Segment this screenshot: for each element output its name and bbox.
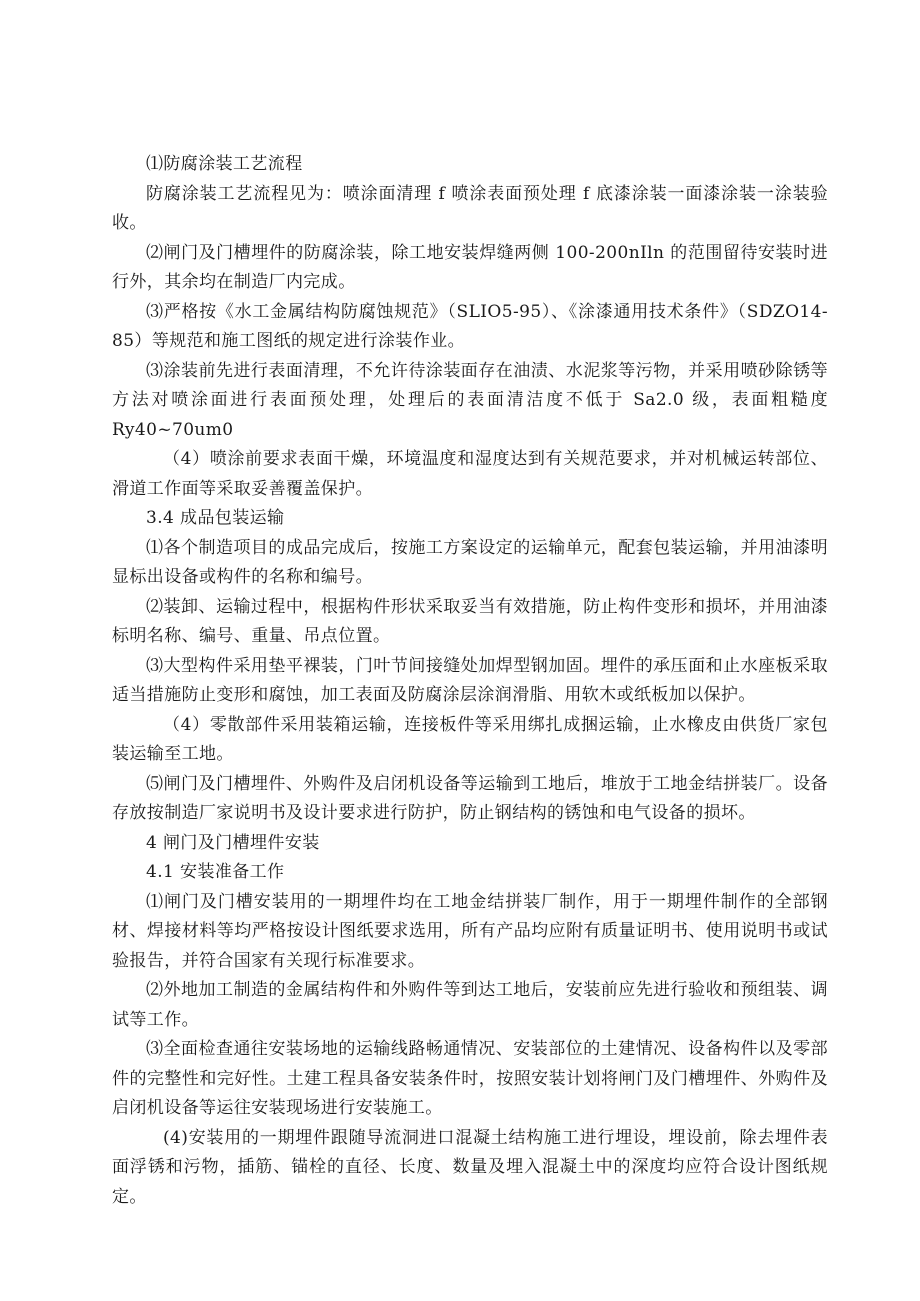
paragraph-surface-dry: （4）喷涂前要求表面干燥，环境温度和湿度达到有关规范要求，并对机械运转部位、滑道工作面等采取妥善覆盖保护。 (112, 449, 828, 499)
paragraph-standards: ⑶严格按《水工金属结构防腐蚀规范》（SLIO5-95）、《涂漆通用技术条件》（SDZO14-85）等规范和施工图纸的规定进行涂装作业。 (112, 301, 828, 351)
paragraph-packaging-units: ⑴各个制造项目的成品完成后，按施工方案设定的运输单元，配套包装运输，并用油漆明显标出设备或构件的名称和编号。 (112, 537, 828, 587)
document-body (112, 150, 828, 1212)
paragraph-first-stage-parts: ⑴闸门及门槽安装用的一期埋件均在工地金结拼装厂制作，用于一期埋件制作的全部钢材、焊接材料等均严格按设计图纸要求选用，所有产品均应附有质量证明书、使用说明书或试验报告，并符合国家有关现行标准要求。 (112, 891, 828, 971)
paragraph-gate-coating: ⑵闸门及门槽埋件的防腐涂装，除工地安装焊缝两侧 100-200nIln 的范围留待安装时进行外，其余均在制造厂内完成。 (112, 242, 828, 292)
section-heading-anticorrosion-process: ⑴防腐涂装工艺流程 (146, 154, 303, 174)
section-heading-installation: 4 闸门及门槽埋件安装 (146, 832, 320, 853)
paragraph-site-inspection: ⑶全面检查通往安装场地的运输线路畅通情况、安装部位的土建情况、设备构件以及零部件的完整性和完好性。土建工程具备安装条件时，按照安装计划将闸门及门槽埋件、外购件及启闭机设备等运往安装现场进行安装施工。 (112, 1039, 828, 1118)
paragraph-loading-transport: ⑵装卸、运输过程中，根据构件形状采取妥当有效措施，防止构件变形和损坏，并用油漆标明名称、编号、重量、吊点位置。 (112, 596, 828, 646)
paragraph-acceptance: ⑵外地加工制造的金属结构件和外购件等到达工地后，安装前应先进行验收和预组装、调试等工作。 (112, 980, 828, 1030)
section-heading-packaging: 3.4 成品包装运输 (146, 508, 285, 528)
paragraph-small-parts: （4）零散部件采用装箱运输，连接板件等采用绑扎成捆运输，止水橡皮由供货厂家包装运输至工地。 (112, 714, 828, 764)
section-heading-preparation: 4.1 安装准备工作 (146, 862, 285, 882)
paragraph-large-components: ⑶大型构件采用垫平裸装，门叶节间接缝处加焊型钢加固。埋件的承压面和止水座板采取适当措施防止变形和腐蚀，加工表面及防腐涂层涂润滑脂、用软木或纸板加以保护。 (112, 655, 828, 705)
paragraph-storage: ⑸闸门及门槽埋件、外购件及启闭机设备等运输到工地后，堆放于工地金结拼装厂。设备存放按制造厂家说明书及设计要求进行防护，防止钢结构的锈蚀和电气设备的损坏。 (112, 773, 828, 823)
paragraph-process-flow: 防腐涂装工艺流程见为：喷涂面清理 f 喷涂表面预处理 f 底漆涂装一面漆涂装一涂装验收。 (112, 183, 828, 233)
paragraph-surface-cleaning: ⑶涂装前先进行表面清理，不允许待涂装面存在油渍、水泥浆等污物，并采用喷砂除锈等方法对喷涂面进行表面预处理，处理后的表面清洁度不低于 Sa2.0 级，表面粗糙度 Ry40~70um0 (112, 360, 828, 440)
paragraph-embedding: (4)安装用的一期埋件跟随导流洞进口混凝土结构施工进行埋设，埋设前，除去埋件表面浮锈和污物，插筋、锚栓的直径、长度、数量及埋入混凝土中的深度均应符合设计图纸规定。 (112, 1127, 828, 1207)
